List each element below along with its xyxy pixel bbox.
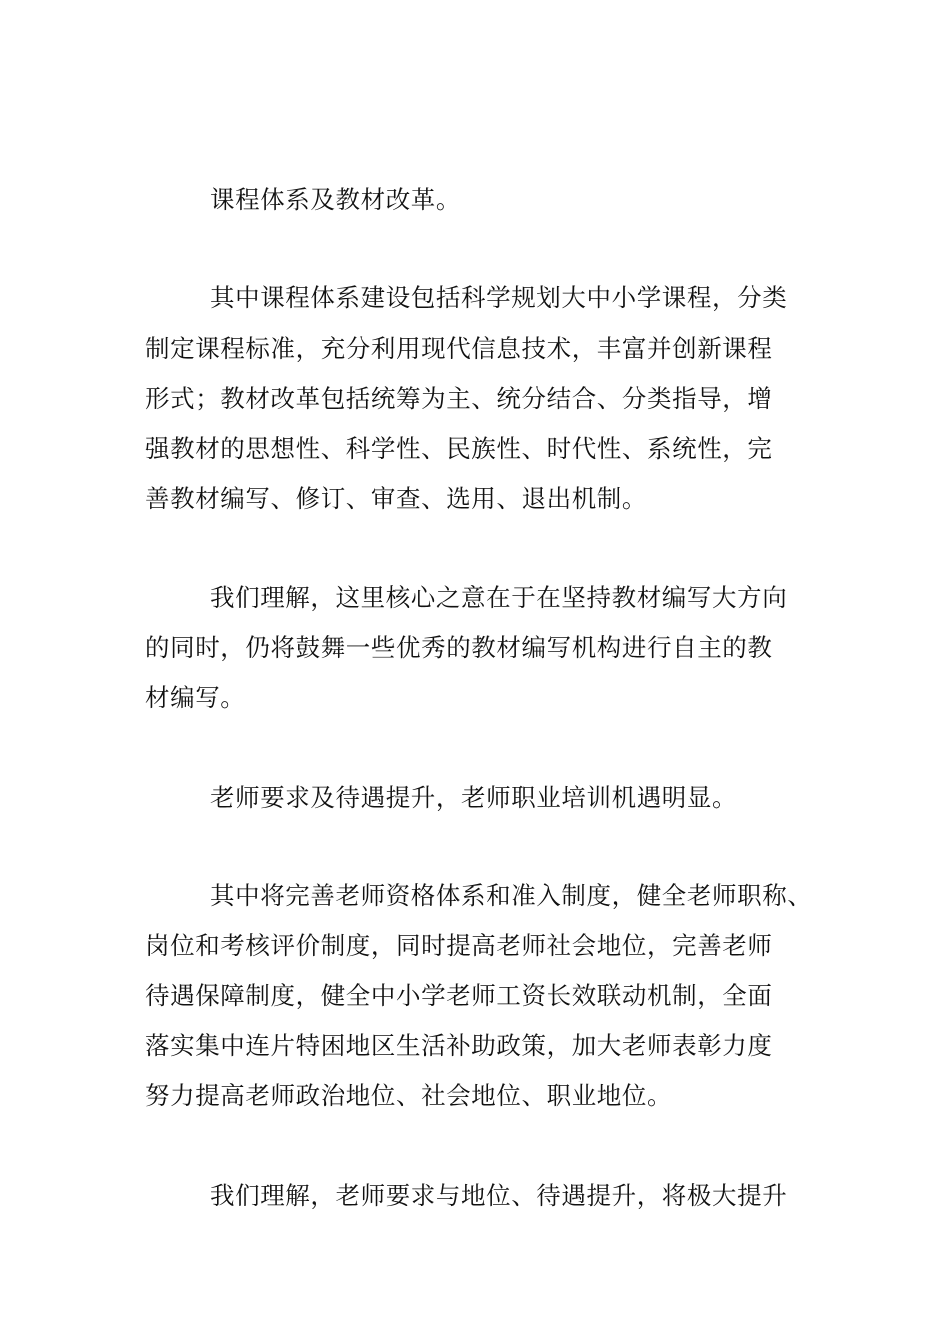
paragraph-5-line-3: 待遇保障制度，健全中小学老师工资长效联动机制，全面	[145, 981, 773, 1010]
paragraph-5-line-5: 努力提高老师政治地位、社会地位、职业地位。	[145, 1081, 673, 1110]
paragraph-2-line-2: 制定课程标准，充分利用现代信息技术，丰富并创新课程	[145, 334, 773, 363]
paragraph-3-line-1: 我们理解，这里核心之意在于在坚持教材编写大方向	[210, 583, 788, 612]
paragraph-6-line-1: 我们理解，老师要求与地位、待遇提升，将极大提升	[210, 1181, 788, 1210]
paragraph-3-line-2: 的同时，仍将鼓舞一些优秀的教材编写机构进行自主的教	[145, 633, 773, 662]
paragraph-2-line-5: 善教材编写、修订、审查、选用、退出机制。	[145, 484, 647, 513]
paragraph-4-line-1: 老师要求及待遇提升，老师职业培训机遇明显。	[210, 783, 738, 812]
paragraph-5-line-4: 落实集中连片特困地区生活补助政策，加大老师表彰力度	[145, 1031, 773, 1060]
paragraph-2-line-1: 其中课程体系建设包括科学规划大中小学课程，分类	[210, 283, 788, 312]
paragraph-2-line-4: 强教材的思想性、科学性、民族性、时代性、系统性，完	[145, 434, 773, 463]
paragraph-5-line-2: 岗位和考核评价制度，同时提高老师社会地位，完善老师	[145, 931, 773, 960]
paragraph-3-line-3: 材编写。	[145, 683, 246, 712]
paragraph-1-line-1: 课程体系及教材改革。	[210, 185, 461, 214]
paragraph-2-line-3: 形式；教材改革包括统筹为主、统分结合、分类指导，增	[145, 384, 773, 413]
paragraph-5-line-1: 其中将完善老师资格体系和准入制度，健全老师职称、	[210, 881, 813, 910]
